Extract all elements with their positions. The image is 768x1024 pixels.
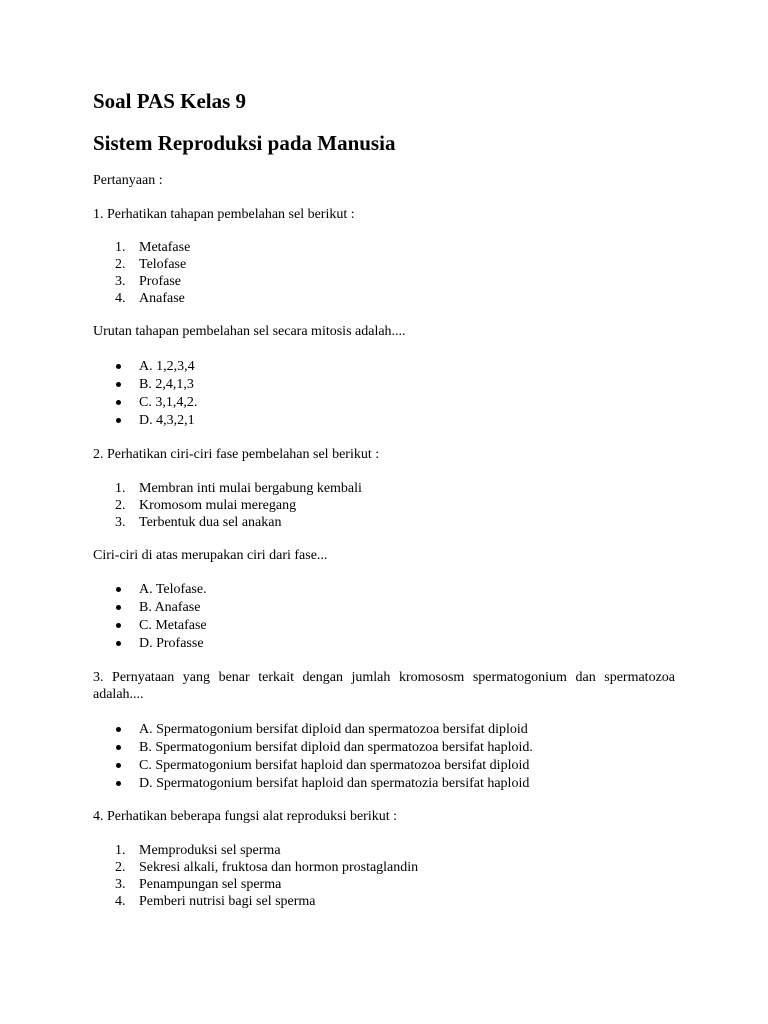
- question-1-prompt: Urutan tahapan pembelahan sel secara mitosis adalah....: [93, 324, 406, 339]
- option-item: A. Spermatogonium bersifat diploid dan spermatozoa bersifat diploid: [93, 721, 675, 739]
- list-item: 1. Membran inti mulai bergabung kembali: [115, 481, 362, 496]
- list-item: 4. Pemberi nutrisi bagi sel sperma: [115, 894, 316, 909]
- document-title: Soal PAS Kelas 9: [93, 89, 247, 113]
- option-item: D. 4,3,2,1: [93, 412, 675, 430]
- list-item: 2. Sekresi alkali, fruktosa dan hormon prostaglandin: [115, 860, 419, 875]
- option-item: C. Spermatogonium bersifat haploid dan spermatozoa bersifat diploid: [93, 757, 675, 775]
- question-3-stem: 3. Pernyataan yang benar terkait dengan jumlah kromososm spermatogonium dan spermatozoa adalah....: [93, 670, 675, 702]
- option-item: B. Anafase: [93, 599, 675, 617]
- option-item: A. Telofase.: [93, 581, 675, 599]
- option-item: B. Spermatogonium bersifat diploid dan spermatozoa bersifat haploid.: [93, 739, 675, 757]
- list-item: 2. Kromosom mulai meregang: [115, 498, 297, 513]
- question-2-prompt: Ciri-ciri di atas merupakan ciri dari fase...: [93, 548, 328, 563]
- question-2-stem: 2. Perhatikan ciri-ciri fase pembelahan sel berikut :: [93, 447, 380, 462]
- question-4-items: [93, 842, 675, 910]
- option-item: C. Metafase: [93, 617, 675, 635]
- question-3-options: [93, 721, 675, 793]
- option-item: C. 3,1,4,2.: [93, 394, 675, 412]
- document-subtitle: Sistem Reproduksi pada Manusia: [93, 131, 396, 155]
- list-item: 4. Anafase: [115, 291, 185, 306]
- option-item: D. Spermatogonium bersifat haploid dan spermatozia bersifat haploid: [93, 775, 675, 793]
- list-item: 2. Telofase: [115, 257, 187, 272]
- question-2-items: [93, 480, 675, 531]
- question-4-stem: 4. Perhatikan beberapa fungsi alat reproduksi berikut :: [93, 809, 398, 824]
- list-item: 3. Penampungan sel sperma: [115, 877, 282, 892]
- list-item: 3. Terbentuk dua sel anakan: [115, 515, 282, 530]
- list-item: 1. Metafase: [115, 240, 191, 255]
- question-1-stem: 1. Perhatikan tahapan pembelahan sel berikut :: [93, 207, 355, 222]
- question-1-options: [93, 358, 675, 430]
- option-item: D. Profasse: [93, 635, 675, 653]
- intro-label: Pertanyaan :: [93, 173, 163, 188]
- option-item: A. 1,2,3,4: [93, 358, 675, 376]
- list-item: 1. Memproduksi sel sperma: [115, 843, 281, 858]
- list-item: 3. Profase: [115, 274, 181, 289]
- question-1-items: [93, 239, 675, 307]
- question-2-options: [93, 581, 675, 653]
- option-item: B. 2,4,1,3: [93, 376, 675, 394]
